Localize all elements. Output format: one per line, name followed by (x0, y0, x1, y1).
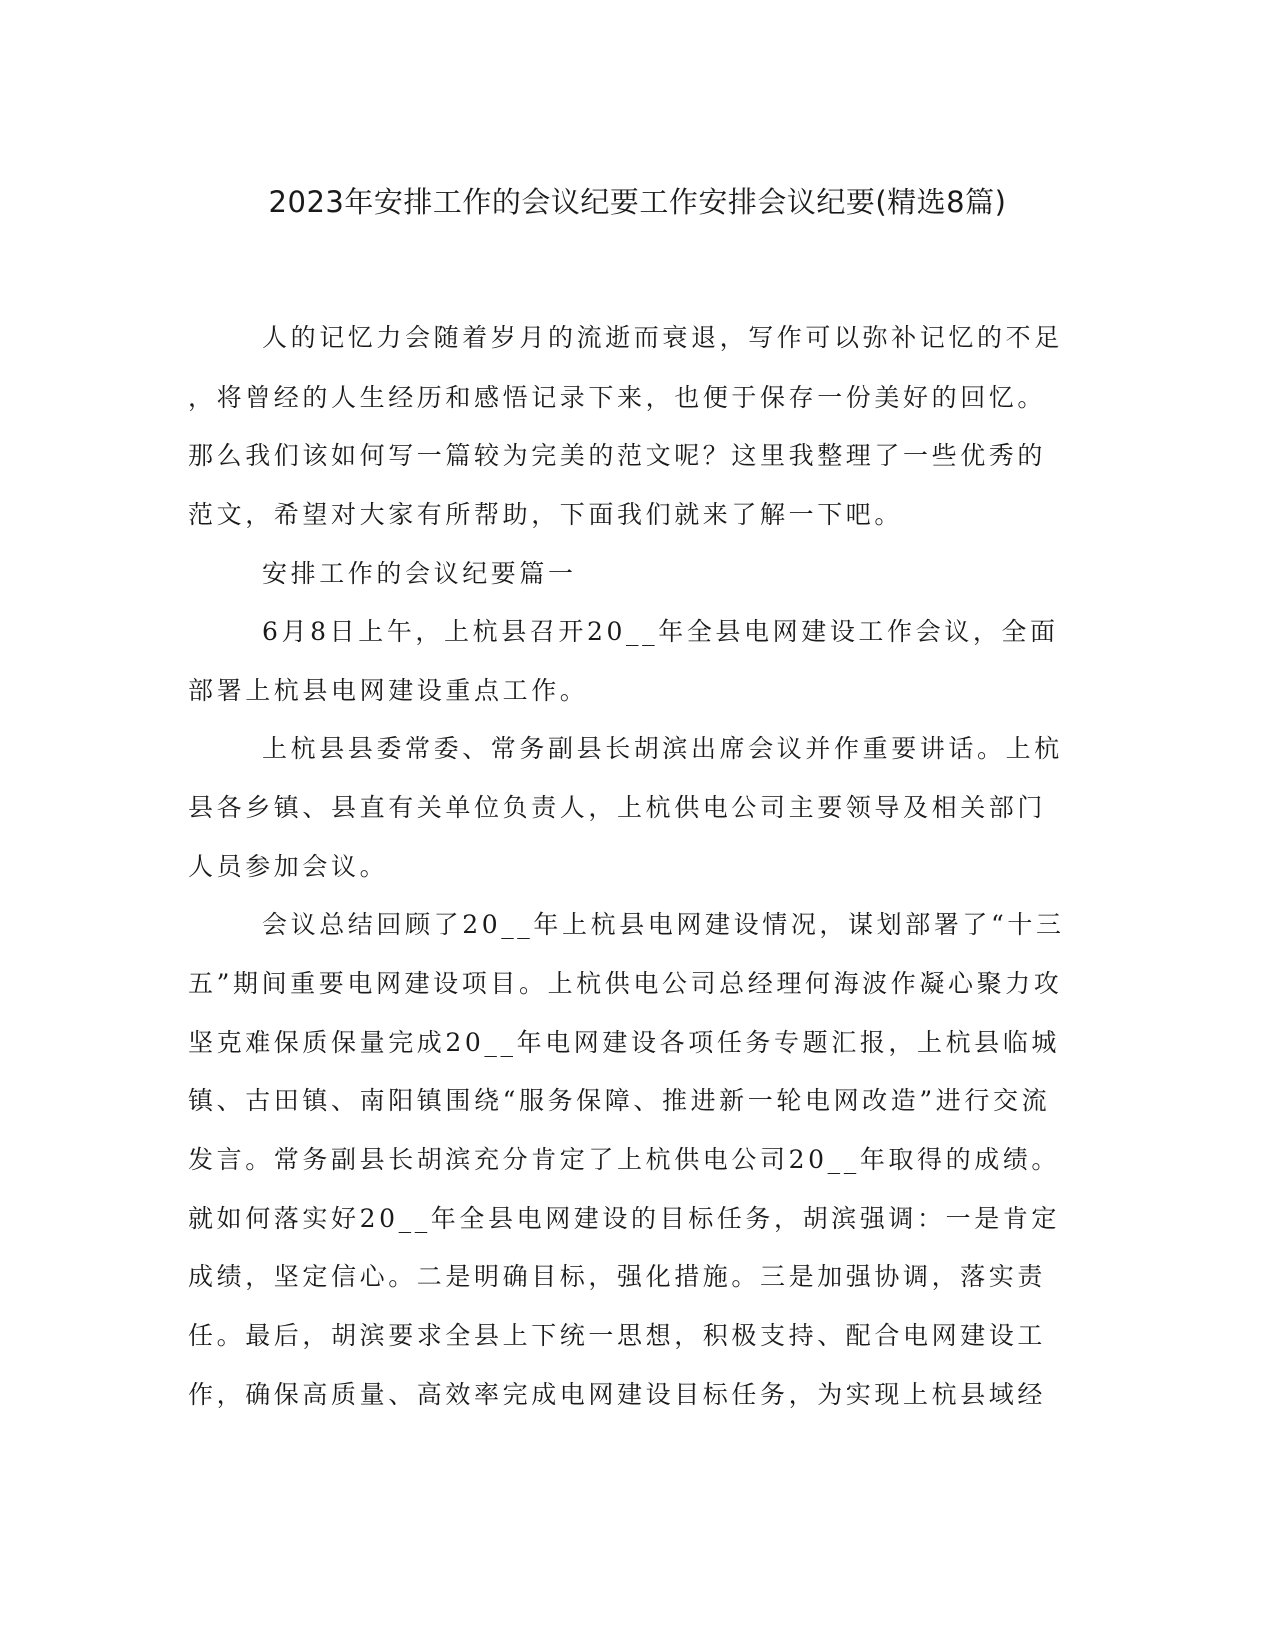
text-line: ，将曾经的人生经历和感悟记录下来，也便于保存一份美好的回忆。 (188, 383, 1047, 412)
text-line: 五”期间重要电网建设项目。上杭供电公司总经理何海波作凝心聚力攻 (188, 969, 1063, 998)
text-line: 任。最后，胡滨要求全县上下统一思想，积极支持、配合电网建设工 (188, 1321, 1047, 1350)
text-line: 会议总结回顾了20__年上杭县电网建设情况，谋划部署了“十三 (262, 910, 1065, 939)
text-line: 人的记忆力会随着岁月的流逝而衰退，写作可以弥补记忆的不足 (262, 323, 1063, 352)
text-line: 发言。常务副县长胡滨充分肯定了上杭供电公司20__年取得的成绩。 (188, 1145, 1061, 1174)
text-line: 就如何落实好20__年全县电网建设的目标任务，胡滨强调：一是肯定 (188, 1204, 1061, 1233)
document-title: 2023年安排工作的会议纪要工作安排会议纪要(精选8篇) (268, 185, 1007, 219)
text-line: 成绩，坚定信心。二是明确目标，强化措施。三是加强协调，落实责 (188, 1262, 1047, 1291)
text-line: 6月8日上午，上杭县召开20__年全县电网建设工作会议，全面 (262, 617, 1059, 646)
text-line: 作，确保高质量、高效率完成电网建设目标任务，为实现上杭县域经 (188, 1380, 1047, 1409)
text-line: 县各乡镇、县直有关单位负责人，上杭供电公司主要领导及相关部门 (188, 793, 1047, 822)
text-line: 上杭县县委常委、常务副县长胡滨出席会议并作重要讲话。上杭 (262, 734, 1063, 763)
text-line: 部署上杭县电网建设重点工作。 (188, 676, 589, 705)
text-line: 那么我们该如何写一篇较为完美的范文呢？这里我整理了一些优秀的 (188, 441, 1047, 470)
section-heading: 安排工作的会议纪要篇一 (262, 559, 577, 588)
text-line: 人员参加会议。 (188, 852, 389, 881)
text-line: 坚克难保质保量完成20__年电网建设各项任务专题汇报，上杭县临城 (188, 1028, 1061, 1057)
text-line: 镇、古田镇、南阳镇围绕“服务保障、推进新一轮电网改造”进行交流 (188, 1086, 1051, 1115)
text-line: 范文，希望对大家有所帮助，下面我们就来了解一下吧。 (188, 500, 904, 529)
